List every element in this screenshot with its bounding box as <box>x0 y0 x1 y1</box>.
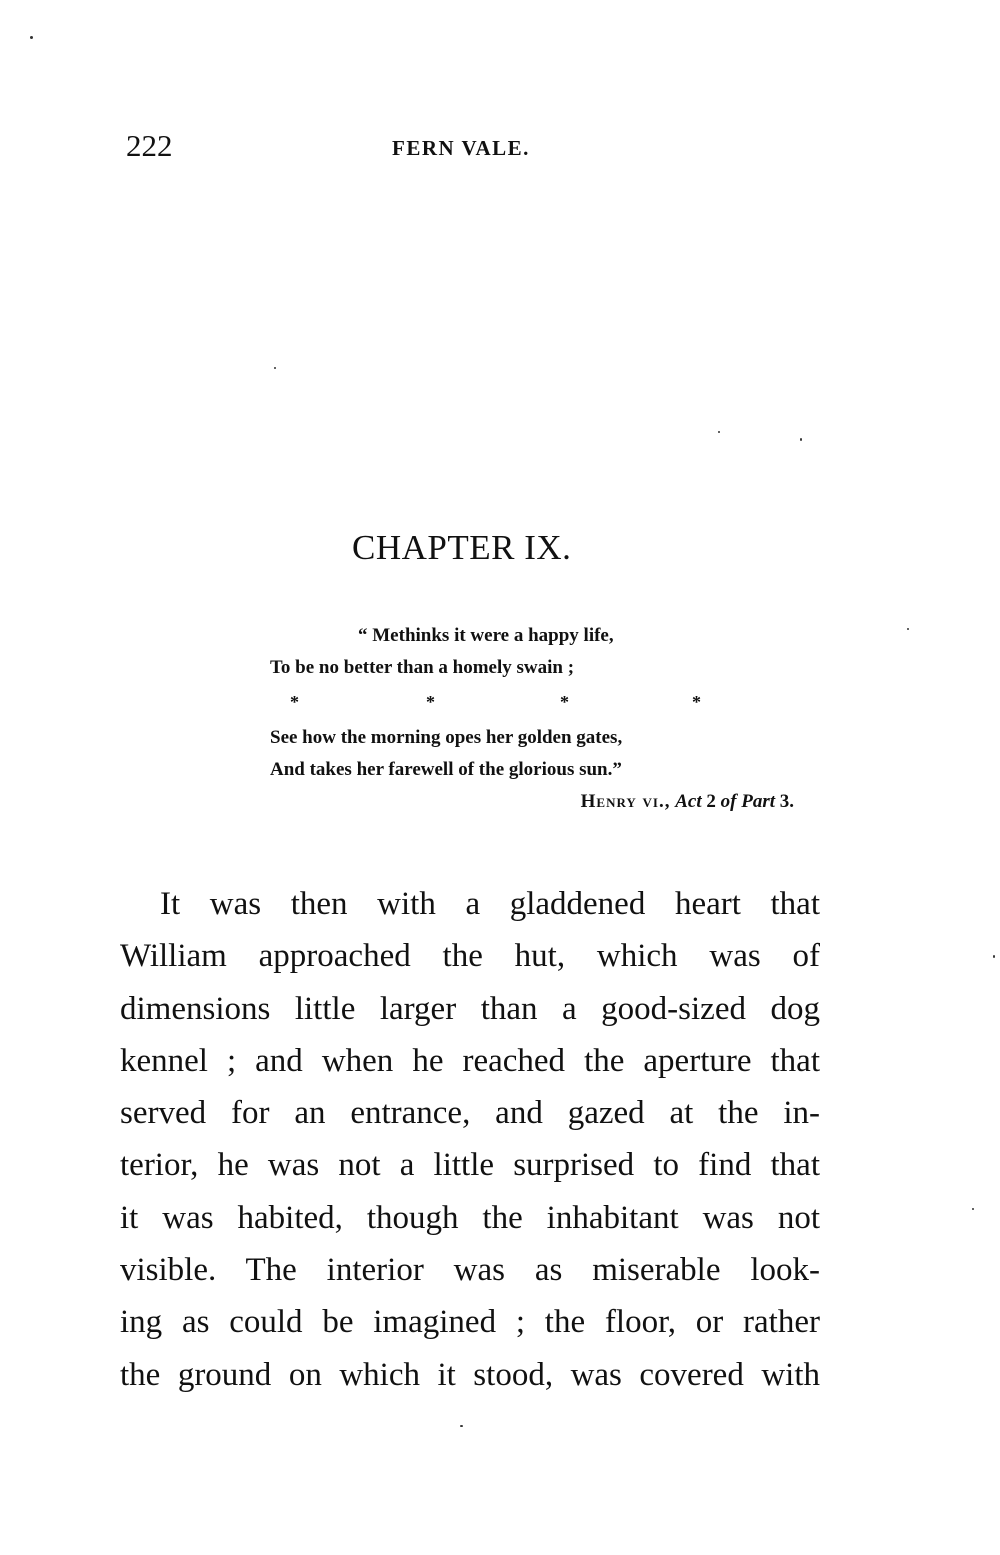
scan-speck <box>993 955 995 958</box>
scan-speck <box>972 1208 974 1210</box>
attribution-part-number: 3. <box>779 791 794 812</box>
body-line: served for an entrance, and gazed at the in- <box>120 1095 820 1132</box>
body-paragraph <box>120 878 820 1401</box>
attribution-of-part: of Part <box>720 791 775 812</box>
body-line: It was then with a gladdened heart that <box>160 886 820 922</box>
star-mark: * <box>426 692 435 712</box>
body-line: William approached the hut, which was of <box>120 938 820 975</box>
running-title: FERN VALE. <box>392 136 530 160</box>
scan-speck <box>274 367 276 369</box>
attribution-play: Henry vi., <box>580 791 671 812</box>
page-number: 222 <box>126 128 173 163</box>
attribution-act-number: 2 <box>706 791 716 812</box>
attribution-act: Act <box>675 791 702 812</box>
star-mark: * <box>560 692 569 712</box>
body-line: the ground on which it stood, was covered with <box>120 1356 820 1393</box>
scan-speck <box>907 628 909 630</box>
scan-speck <box>718 431 720 433</box>
epigraph-line: See how the morning opes her golden gates, <box>270 727 623 748</box>
scan-speck <box>30 36 33 39</box>
epigraph-attribution <box>270 786 810 818</box>
epigraph-line: And takes her farewell of the glorious sun.” <box>270 759 622 780</box>
body-line: dimensions little larger than a good-sized dog <box>120 990 820 1027</box>
body-line: ing as could be imagined ; the floor, or rather <box>120 1304 820 1341</box>
star-mark: * <box>290 692 299 712</box>
epigraph <box>270 620 810 818</box>
epigraph-line: “ Methinks it were a happy life, <box>358 625 614 646</box>
chapter-heading: CHAPTER IX. <box>352 528 572 567</box>
star-mark: * <box>692 692 701 712</box>
epigraph-ellipsis-stars <box>270 684 810 722</box>
epigraph-line: To be no better than a homely swain ; <box>270 657 575 678</box>
scan-speck <box>460 1425 463 1427</box>
body-line: kennel ; and when he reached the aperture that <box>120 1042 820 1079</box>
body-line: visible. The interior was as miserable look- <box>120 1252 820 1289</box>
body-line: it was habited, though the inhabitant was not <box>120 1199 820 1236</box>
scan-speck <box>800 438 802 441</box>
page-header <box>0 128 1000 168</box>
body-line: terior, he was not a little surprised to find that <box>120 1147 820 1184</box>
